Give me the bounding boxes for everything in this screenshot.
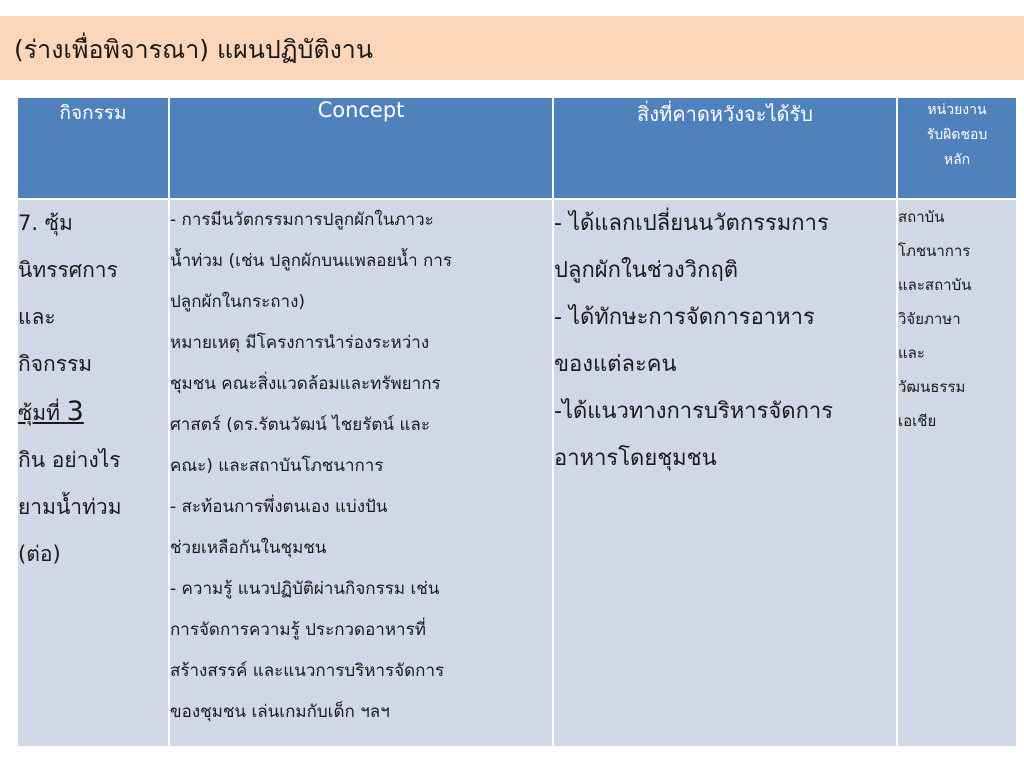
booth-label-text: ซุ้มที่ [18,401,60,425]
booth-label [18,388,168,437]
concept-line: ช่วยเหลือกันในชุมชน [170,538,327,558]
expected-line: ของแต่ละคน [554,352,677,377]
concept-line: ชุมชน คณะสิ่งแวดล้อมและทรัพยากร [170,374,441,394]
concept-line: คณะ) และสถาบันโภชนาการ [170,456,384,476]
concept-line: - สะท้อนการพึ่งตนเอง แบ่งปัน [170,497,388,517]
activity-line: ยามน้ำท่วม [18,495,122,519]
cell-expected [553,199,897,747]
unit-line: และ [898,344,925,362]
concept-line: สร้างสรรค์ และแนวการบริหารจัดการ [170,661,445,681]
unit-line: วิจัยภาษา [898,310,961,328]
header-unit-line: รับผิดชอบ [926,127,988,143]
header-expected: สิ่งที่คาดหวังจะได้รับ [553,97,897,199]
cell-responsible-unit [897,199,1017,747]
booth-number: 3 [66,396,84,427]
activity-line: (ต่อ) [18,542,61,566]
expected-line: - ได้แลกเปลี่ยนนวัตกรรมการ [554,211,829,236]
header-unit-line: หลัก [943,152,971,168]
concept-line: - การมีนวัตกรรมการปลูกผักในภาวะ [170,210,434,230]
action-plan-table [16,96,1018,748]
cell-activity [17,199,169,747]
expected-line: -ได้แนวทางการบริหารจัดการ [554,399,834,424]
expected-line: อาหารโดยชุมชน [554,446,717,471]
cell-concept [169,199,553,747]
concept-line: - ความรู้ แนวปฏิบัติผ่านกิจกรรม เช่น [170,579,440,599]
activity-line: กิน อย่างไร [18,448,121,472]
concept-line: ของชุมชน เล่นเกมกับเด็ก ฯลฯ [170,702,390,722]
unit-line: เอเชีย [898,412,937,430]
table-header-row [17,97,1017,199]
concept-line: น้ำท่วม (เช่น ปลูกผักบนแพลอยน้ำ การ [170,251,452,271]
header-activity: กิจกรรม [17,97,169,199]
concept-line: ปลูกผักในกระถาง) [170,292,306,312]
header-responsible-unit [897,97,1017,199]
slide-title: (ร่างเพื่อพิจารณา) แผนปฏิบัติงาน [14,35,373,64]
title-bar [0,16,1024,80]
header-unit-line: หน่วยงาน [927,102,987,118]
activity-line: และ [18,305,56,329]
unit-line: วัฒนธรรม [898,378,966,396]
table-row [17,199,1017,747]
unit-line: โภชนาการ [898,242,971,260]
concept-line: หมายเหตุ มีโครงการนำร่องระหว่าง [170,333,430,353]
unit-line: สถาบัน [898,208,945,226]
expected-line: - ได้ทักษะการจัดการอาหาร [554,305,815,330]
expected-line: ปลูกผักในช่วงวิกฤติ [554,258,739,283]
concept-line: การจัดการความรู้ ประกวดอาหารที่ [170,620,426,640]
activity-line: กิจกรรม [18,352,93,376]
activity-line: 7. ซุ้ม [18,211,73,235]
concept-line: ศาสตร์ (ดร.รัตนวัฒน์ ไชยรัตน์ และ [170,415,430,435]
activity-line: นิทรรศการ [18,258,118,282]
header-concept: Concept [169,97,553,199]
unit-line: และสถาบัน [898,276,972,294]
